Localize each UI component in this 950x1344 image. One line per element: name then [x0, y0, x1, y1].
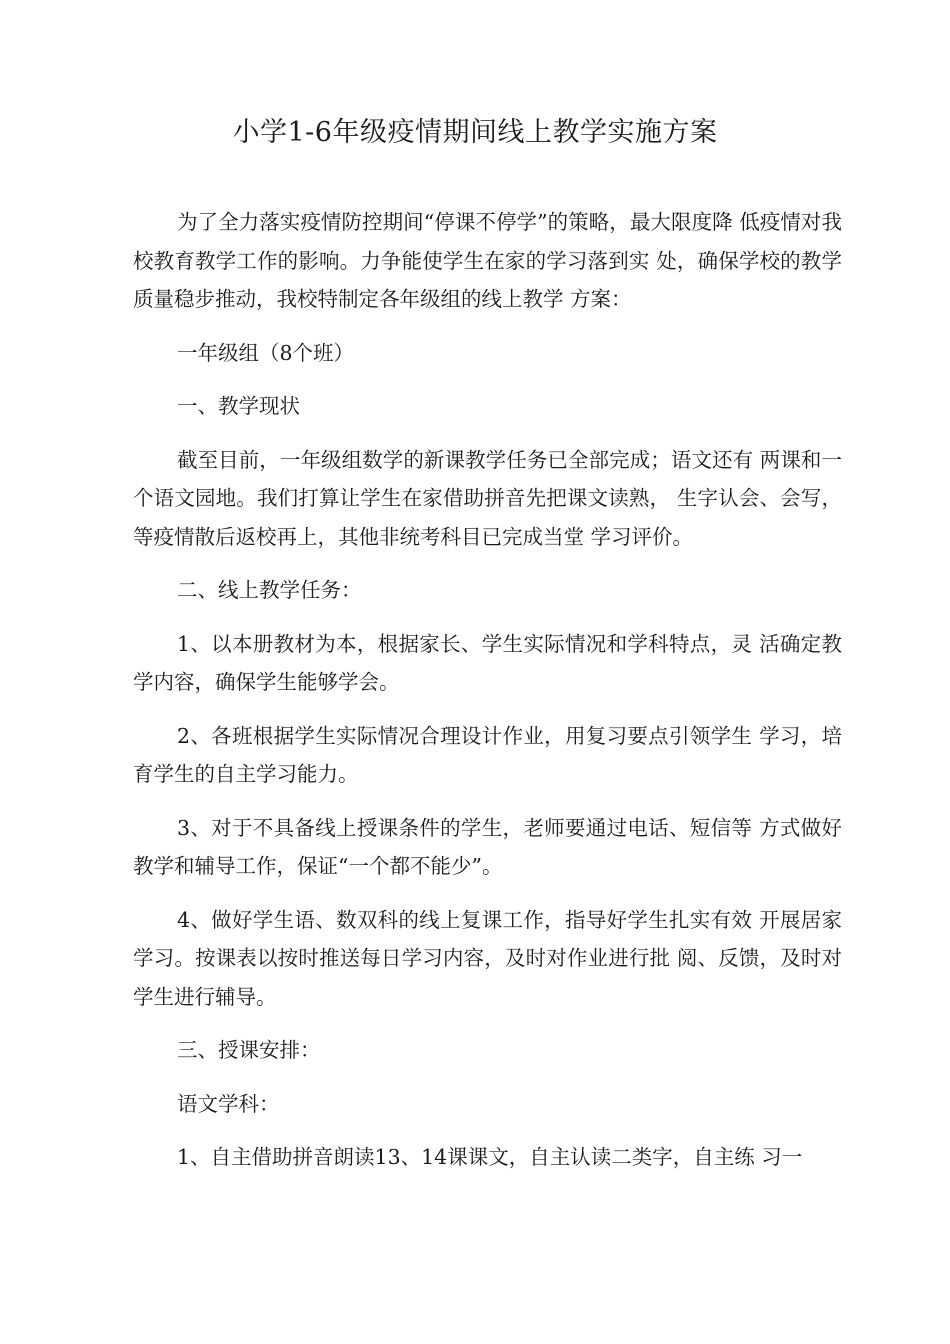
- paragraph-chinese-subject: 语文学科：: [177, 1091, 280, 1116]
- paragraph-grade-heading: 一年级组（8个班）: [177, 340, 355, 365]
- paragraph-task-1: 1、以本册教材为本，根据家长、学生实际情况和学科特点，灵 活确定教学内容，确保学生能够学会。: [133, 631, 842, 694]
- paragraph-section-3-heading: 三、授课安排：: [177, 1038, 321, 1062]
- paragraph-section-2-heading: 二、线上教学任务：: [177, 578, 362, 602]
- paragraph-intro: 为了全力落实疫情防控期间“停课不停学”的策略，最大限度降 低疫情对我校教育教学工作的影响。力争能使学生在家的学习落到实 处，确保学校的教学质量稳步推动，我校特制定各年级组的线上教学 方案：: [133, 210, 842, 311]
- paragraph-chinese-item-1: 1、自主借助拼音朗读13、14课课文，自主认读二类字，自主练 习一: [177, 1145, 803, 1169]
- paragraph-task-3: 3、对于不具备线上授课条件的学生，老师要通过电话、短信等 方式做好教学和辅导工作，保证“一个都不能少”。: [133, 815, 842, 878]
- document-body: [133, 203, 842, 1192]
- paragraph-task-4: 4、做好学生语、数双科的线上复课工作，指导好学生扎实有效 开展居家学习。按课表以按时推送每日学习内容，及时对作业进行批 阅、反馈，及时对学生进行辅导。: [133, 907, 842, 1009]
- paragraph-task-2: 2、各班根据学生实际情况合理设计作业，用复习要点引领学生 学习，培育学生的自主学习能力。: [133, 723, 842, 786]
- paragraph-section-1-heading: 一、教学现状: [177, 394, 300, 418]
- document-title: 小学1-6年级疫情期间线上教学实施方案: [232, 117, 718, 148]
- paragraph-current-status: 截至目前，一年级组数学的新课教学任务已全部完成；语文还有 两课和一个语文园地。我们打算让学生在家借助拼音先把课文读熟， 生字认会、会写，等疫情散后返校再上，其他非统考科目已完成当堂 学习评价。: [133, 447, 842, 549]
